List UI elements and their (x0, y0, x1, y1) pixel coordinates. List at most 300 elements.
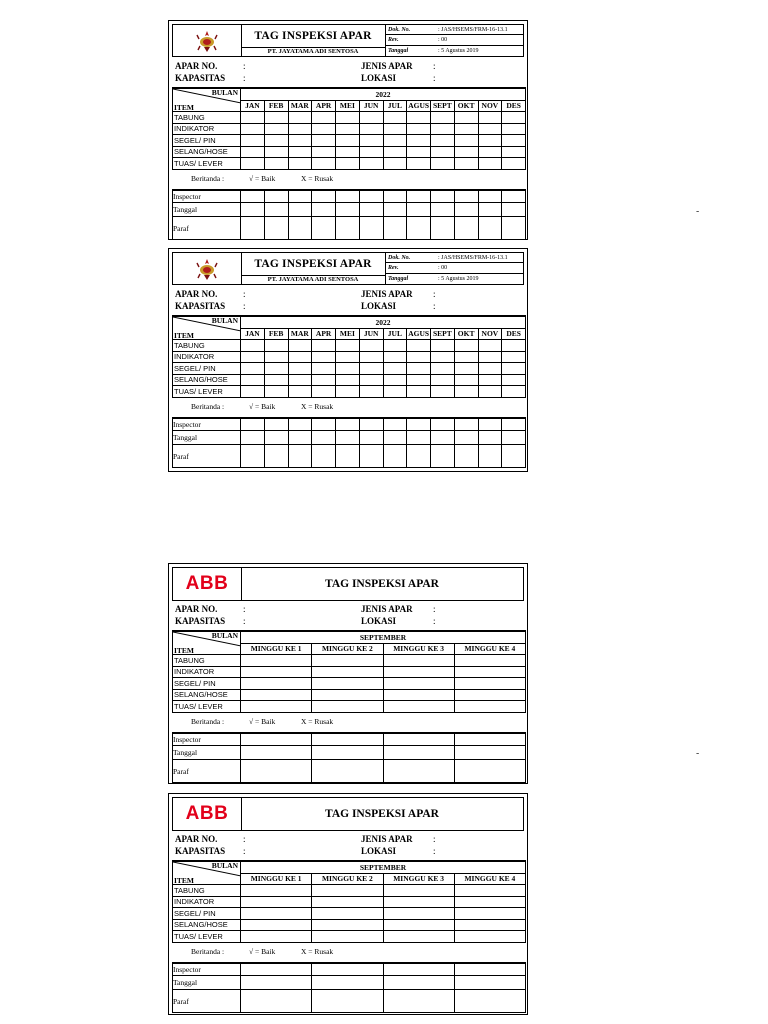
check-cell[interactable] (241, 351, 265, 363)
check-cell[interactable] (312, 340, 336, 352)
check-cell[interactable] (502, 340, 526, 352)
sign-cell[interactable] (431, 203, 455, 217)
sign-cell[interactable] (502, 445, 526, 468)
check-cell[interactable] (336, 351, 360, 363)
check-cell[interactable] (336, 374, 360, 386)
check-cell[interactable] (241, 896, 312, 908)
check-cell[interactable] (454, 701, 525, 713)
inspection-item: INDIKATOR (173, 123, 241, 135)
check-cell[interactable] (336, 340, 360, 352)
sign-cell[interactable] (312, 746, 383, 760)
sign-cell[interactable] (431, 431, 455, 445)
sign-cell[interactable] (478, 190, 502, 203)
tag-title: TAG INSPEKSI APAR (325, 808, 439, 820)
field-colon: : (243, 846, 246, 856)
sign-cell[interactable] (336, 418, 360, 431)
check-cell[interactable] (454, 678, 525, 690)
check-cell[interactable] (359, 146, 383, 158)
sign-cell[interactable] (312, 217, 336, 240)
sign-cell[interactable] (264, 418, 288, 431)
sign-cell[interactable] (241, 963, 312, 976)
week-header: MINGGU KE 3 (383, 873, 454, 885)
check-cell[interactable] (359, 158, 383, 170)
sign-cell[interactable] (241, 190, 265, 203)
check-cell[interactable] (312, 885, 383, 897)
check-cell[interactable] (383, 689, 454, 701)
check-cell[interactable] (407, 135, 431, 147)
check-cell[interactable] (312, 896, 383, 908)
check-cell[interactable] (478, 340, 502, 352)
sign-cell[interactable] (241, 431, 265, 445)
sign-cell[interactable] (336, 190, 360, 203)
check-cell[interactable] (312, 112, 336, 124)
check-cell[interactable] (312, 374, 336, 386)
check-cell[interactable] (478, 135, 502, 147)
sign-cell[interactable] (383, 990, 454, 1013)
sign-cell[interactable] (241, 746, 312, 760)
check-cell[interactable] (359, 112, 383, 124)
check-cell[interactable] (312, 655, 383, 667)
signature-grid (172, 417, 526, 468)
check-cell[interactable] (502, 386, 526, 398)
sign-cell[interactable] (312, 418, 336, 431)
sign-cell[interactable] (241, 445, 265, 468)
sign-cell[interactable] (454, 203, 478, 217)
check-cell[interactable] (383, 386, 407, 398)
check-cell[interactable] (407, 363, 431, 375)
check-cell[interactable] (454, 885, 525, 897)
sign-cell[interactable] (336, 431, 360, 445)
check-cell[interactable] (454, 351, 478, 363)
sign-cell[interactable] (383, 418, 407, 431)
sign-cell[interactable] (383, 963, 454, 976)
sign-cell[interactable] (407, 445, 431, 468)
check-cell[interactable] (312, 351, 336, 363)
check-cell[interactable] (383, 655, 454, 667)
check-cell[interactable] (383, 363, 407, 375)
sign-cell[interactable] (454, 418, 478, 431)
sign-cell[interactable] (288, 203, 312, 217)
check-cell[interactable] (264, 386, 288, 398)
check-cell[interactable] (478, 123, 502, 135)
sign-cell[interactable] (454, 760, 525, 783)
check-cell[interactable] (241, 655, 312, 667)
bulan-label: BULAN (211, 861, 238, 870)
fire-extinguisher-emblem-icon (196, 29, 218, 53)
check-cell[interactable] (241, 689, 312, 701)
inspection-item: TABUNG (173, 112, 241, 124)
check-cell[interactable] (502, 123, 526, 135)
check-cell[interactable] (478, 351, 502, 363)
check-cell[interactable] (407, 340, 431, 352)
check-cell[interactable] (241, 885, 312, 897)
check-cell[interactable] (502, 135, 526, 147)
check-cell[interactable] (383, 351, 407, 363)
field-label-apar_no: APAR NO. (175, 604, 218, 614)
check-cell[interactable] (431, 386, 455, 398)
check-cell[interactable] (241, 340, 265, 352)
field-label-apar_no: APAR NO. (175, 289, 218, 299)
month-header: MAR (288, 328, 312, 340)
check-cell[interactable] (288, 112, 312, 124)
sign-cell[interactable] (502, 418, 526, 431)
sign-cell[interactable] (454, 445, 478, 468)
check-cell[interactable] (241, 112, 265, 124)
check-cell[interactable] (264, 135, 288, 147)
check-cell[interactable] (359, 123, 383, 135)
check-cell[interactable] (336, 386, 360, 398)
sign-cell[interactable] (241, 217, 265, 240)
check-cell[interactable] (336, 363, 360, 375)
check-cell[interactable] (383, 885, 454, 897)
check-cell[interactable] (407, 386, 431, 398)
abb-logo: ABB (185, 573, 229, 594)
check-cell[interactable] (431, 351, 455, 363)
sign-label-paraf: Paraf (173, 990, 241, 1013)
sign-cell[interactable] (359, 217, 383, 240)
sign-cell[interactable] (383, 431, 407, 445)
sign-cell[interactable] (383, 445, 407, 468)
sign-cell[interactable] (312, 733, 383, 746)
sign-cell[interactable] (502, 203, 526, 217)
check-cell[interactable] (383, 374, 407, 386)
sign-cell[interactable] (312, 203, 336, 217)
check-cell[interactable] (383, 146, 407, 158)
abb-logo: ABB (185, 803, 229, 824)
check-cell[interactable] (478, 363, 502, 375)
sign-cell[interactable] (383, 746, 454, 760)
check-cell[interactable] (431, 112, 455, 124)
check-cell[interactable] (288, 374, 312, 386)
month-header: OKT (454, 328, 478, 340)
sign-cell[interactable] (288, 217, 312, 240)
check-cell[interactable] (454, 931, 525, 943)
field-label-lokasi: LOKASI (361, 301, 397, 311)
check-cell[interactable] (312, 666, 383, 678)
sign-cell[interactable] (478, 418, 502, 431)
sign-cell[interactable] (431, 217, 455, 240)
check-cell[interactable] (431, 146, 455, 158)
check-cell[interactable] (336, 112, 360, 124)
sign-cell[interactable] (383, 760, 454, 783)
check-cell[interactable] (241, 386, 265, 398)
sign-cell[interactable] (312, 431, 336, 445)
check-cell[interactable] (241, 158, 265, 170)
check-cell[interactable] (336, 123, 360, 135)
sign-cell[interactable] (431, 445, 455, 468)
document-control (385, 253, 523, 284)
sign-cell[interactable] (288, 418, 312, 431)
company-logo (173, 253, 242, 284)
check-cell[interactable] (431, 158, 455, 170)
apar-inspection-tag (168, 248, 528, 472)
sign-cell[interactable] (264, 217, 288, 240)
check-cell[interactable] (264, 351, 288, 363)
check-cell[interactable] (312, 386, 336, 398)
sign-cell[interactable] (264, 431, 288, 445)
sign-cell[interactable] (312, 976, 383, 990)
check-cell[interactable] (454, 666, 525, 678)
sign-cell[interactable] (407, 217, 431, 240)
check-cell[interactable] (288, 146, 312, 158)
check-cell[interactable] (478, 112, 502, 124)
check-cell[interactable] (383, 123, 407, 135)
sign-cell[interactable] (454, 217, 478, 240)
check-cell[interactable] (454, 655, 525, 667)
check-cell[interactable] (241, 919, 312, 931)
check-cell[interactable] (383, 896, 454, 908)
sign-cell[interactable] (359, 203, 383, 217)
check-cell[interactable] (241, 908, 312, 920)
check-cell[interactable] (502, 158, 526, 170)
sign-cell[interactable] (383, 190, 407, 203)
check-cell[interactable] (264, 340, 288, 352)
check-cell[interactable] (407, 146, 431, 158)
inspection-item: TABUNG (173, 885, 241, 897)
sign-cell[interactable] (312, 190, 336, 203)
sign-cell[interactable] (383, 976, 454, 990)
sign-cell[interactable] (407, 431, 431, 445)
sign-cell[interactable] (288, 431, 312, 445)
check-cell[interactable] (312, 678, 383, 690)
check-cell[interactable] (288, 340, 312, 352)
doc-key: Dok. No. (388, 254, 411, 261)
sign-cell[interactable] (264, 203, 288, 217)
sign-cell[interactable] (454, 190, 478, 203)
sign-cell[interactable] (241, 976, 312, 990)
sign-cell[interactable] (502, 431, 526, 445)
field-colon: : (433, 61, 436, 71)
check-cell[interactable] (241, 666, 312, 678)
check-cell[interactable] (454, 135, 478, 147)
sign-cell[interactable] (336, 203, 360, 217)
check-cell[interactable] (478, 386, 502, 398)
check-cell[interactable] (336, 135, 360, 147)
check-cell[interactable] (241, 363, 265, 375)
check-cell[interactable] (336, 146, 360, 158)
sign-cell[interactable] (241, 418, 265, 431)
check-cell[interactable] (288, 351, 312, 363)
check-cell[interactable] (383, 340, 407, 352)
sign-cell[interactable] (454, 733, 525, 746)
week-header: MINGGU KE 4 (454, 873, 525, 885)
check-cell[interactable] (431, 135, 455, 147)
check-cell[interactable] (383, 158, 407, 170)
check-cell[interactable] (359, 351, 383, 363)
extinguisher-info (175, 834, 524, 860)
sign-cell[interactable] (312, 445, 336, 468)
check-cell[interactable] (454, 374, 478, 386)
sign-cell[interactable] (431, 418, 455, 431)
check-cell[interactable] (359, 340, 383, 352)
period-header: 2022 (241, 88, 526, 100)
check-cell[interactable] (312, 908, 383, 920)
check-cell[interactable] (431, 363, 455, 375)
check-cell[interactable] (264, 374, 288, 386)
check-cell[interactable] (288, 135, 312, 147)
sign-cell[interactable] (431, 190, 455, 203)
sign-cell[interactable] (359, 418, 383, 431)
check-cell[interactable] (241, 931, 312, 943)
sign-cell[interactable] (288, 190, 312, 203)
check-cell[interactable] (407, 351, 431, 363)
check-cell[interactable] (454, 896, 525, 908)
check-cell[interactable] (407, 112, 431, 124)
check-cell[interactable] (336, 158, 360, 170)
check-cell[interactable] (502, 112, 526, 124)
sign-cell[interactable] (312, 963, 383, 976)
check-cell[interactable] (454, 112, 478, 124)
sign-label-inspector: Inspector (173, 418, 241, 431)
check-cell[interactable] (502, 351, 526, 363)
check-cell[interactable] (383, 678, 454, 690)
field-label-apar_no: APAR NO. (175, 834, 218, 844)
sign-cell[interactable] (336, 445, 360, 468)
week-header: MINGGU KE 2 (312, 873, 383, 885)
check-cell[interactable] (359, 363, 383, 375)
legend-good: √ = Baik (249, 717, 276, 726)
check-cell[interactable] (359, 135, 383, 147)
sign-cell[interactable] (241, 760, 312, 783)
check-cell[interactable] (264, 123, 288, 135)
month-header: FEB (264, 328, 288, 340)
check-cell[interactable] (312, 158, 336, 170)
sign-cell[interactable] (478, 445, 502, 468)
check-cell[interactable] (454, 146, 478, 158)
sign-cell[interactable] (336, 217, 360, 240)
check-cell[interactable] (383, 701, 454, 713)
check-cell[interactable] (407, 158, 431, 170)
check-cell[interactable] (502, 363, 526, 375)
check-cell[interactable] (241, 135, 265, 147)
field-label-kapasitas: KAPASITAS (175, 73, 226, 83)
check-cell[interactable] (312, 135, 336, 147)
month-header: APR (312, 100, 336, 112)
check-cell[interactable] (431, 340, 455, 352)
check-cell[interactable] (241, 374, 265, 386)
sign-cell[interactable] (359, 190, 383, 203)
sign-cell[interactable] (502, 190, 526, 203)
check-cell[interactable] (264, 112, 288, 124)
sign-cell[interactable] (478, 217, 502, 240)
check-cell[interactable] (454, 340, 478, 352)
sign-cell[interactable] (264, 445, 288, 468)
bulan-label: BULAN (211, 88, 238, 97)
week-header: MINGGU KE 4 (454, 643, 525, 655)
field-colon: : (433, 834, 436, 844)
check-cell[interactable] (264, 146, 288, 158)
sign-cell[interactable] (454, 963, 525, 976)
sign-cell[interactable] (359, 445, 383, 468)
week-header: MINGGU KE 2 (312, 643, 383, 655)
sign-cell[interactable] (312, 990, 383, 1013)
check-cell[interactable] (264, 158, 288, 170)
check-cell[interactable] (502, 146, 526, 158)
month-header: JAN (241, 328, 265, 340)
check-cell[interactable] (241, 123, 265, 135)
check-cell[interactable] (454, 363, 478, 375)
week-header: MINGGU KE 3 (383, 643, 454, 655)
sign-cell[interactable] (454, 990, 525, 1013)
check-cell[interactable] (454, 158, 478, 170)
check-cell[interactable] (478, 374, 502, 386)
field-colon: : (243, 289, 246, 299)
check-cell[interactable] (431, 374, 455, 386)
sign-cell[interactable] (478, 431, 502, 445)
check-cell[interactable] (383, 112, 407, 124)
sign-cell[interactable] (359, 431, 383, 445)
check-cell[interactable] (312, 146, 336, 158)
check-cell[interactable] (312, 701, 383, 713)
check-cell[interactable] (454, 908, 525, 920)
check-cell[interactable] (241, 701, 312, 713)
sign-cell[interactable] (264, 190, 288, 203)
legend-label: Beritanda : (191, 402, 225, 411)
check-cell[interactable] (454, 689, 525, 701)
check-cell[interactable] (241, 146, 265, 158)
check-cell[interactable] (312, 931, 383, 943)
sign-cell[interactable] (312, 760, 383, 783)
field-label-jenis_apar: JENIS APAR (361, 604, 413, 614)
check-cell[interactable] (407, 123, 431, 135)
sign-cell[interactable] (407, 203, 431, 217)
sign-cell[interactable] (454, 746, 525, 760)
sign-cell[interactable] (478, 203, 502, 217)
check-cell[interactable] (454, 386, 478, 398)
check-cell[interactable] (312, 123, 336, 135)
check-cell[interactable] (383, 666, 454, 678)
sign-cell[interactable] (241, 733, 312, 746)
sign-cell[interactable] (383, 203, 407, 217)
check-cell[interactable] (407, 374, 431, 386)
sign-cell[interactable] (241, 203, 265, 217)
doc-key: Dok. No. (388, 26, 411, 33)
check-cell[interactable] (454, 919, 525, 931)
sign-cell[interactable] (241, 990, 312, 1013)
check-cell[interactable] (383, 931, 454, 943)
check-cell[interactable] (312, 689, 383, 701)
check-cell[interactable] (312, 919, 383, 931)
check-cell[interactable] (431, 123, 455, 135)
sign-cell[interactable] (454, 431, 478, 445)
check-cell[interactable] (288, 363, 312, 375)
check-cell[interactable] (383, 135, 407, 147)
check-cell[interactable] (502, 374, 526, 386)
check-cell[interactable] (383, 908, 454, 920)
check-cell[interactable] (288, 386, 312, 398)
sign-cell[interactable] (383, 733, 454, 746)
sign-cell[interactable] (502, 217, 526, 240)
check-cell[interactable] (454, 123, 478, 135)
sign-cell[interactable] (407, 418, 431, 431)
check-cell[interactable] (288, 158, 312, 170)
check-cell[interactable] (478, 146, 502, 158)
check-cell[interactable] (264, 363, 288, 375)
check-cell[interactable] (241, 678, 312, 690)
sign-cell[interactable] (407, 190, 431, 203)
check-cell[interactable] (312, 363, 336, 375)
check-cell[interactable] (359, 374, 383, 386)
check-cell[interactable] (383, 919, 454, 931)
sign-cell[interactable] (383, 217, 407, 240)
sign-cell[interactable] (288, 445, 312, 468)
sign-cell[interactable] (454, 976, 525, 990)
month-header: OKT (454, 100, 478, 112)
check-cell[interactable] (359, 386, 383, 398)
check-cell[interactable] (288, 123, 312, 135)
check-cell[interactable] (478, 158, 502, 170)
field-label-apar_no: APAR NO. (175, 61, 218, 71)
